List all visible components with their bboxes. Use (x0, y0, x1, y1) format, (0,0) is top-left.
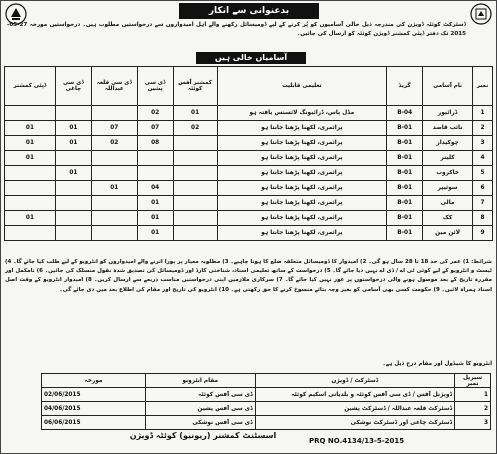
cell-grade: B-04 (387, 106, 423, 121)
cell-dc-total (5, 226, 56, 241)
cell-dc-pishin: 01 (137, 211, 173, 226)
cell-dc-total: 01 (5, 136, 56, 151)
cell-grade: B-01 (387, 151, 423, 166)
schedule-cell-serial: 3 (455, 416, 491, 430)
table-row (5, 196, 493, 211)
table-row (42, 416, 491, 430)
cell-serial: 7 (473, 196, 493, 211)
cell-dc-total: 01 (5, 121, 56, 136)
cell-qualification: پرائمری، لکھنا پڑھنا جانتا ہو (217, 121, 387, 136)
cell-qualification: پرائمری، لکھنا پڑھنا جانتا ہو (217, 211, 387, 226)
interview-schedule-table (41, 373, 491, 430)
table-row (5, 121, 493, 136)
cell-dc-pishin: 02 (137, 106, 173, 121)
vacancies-heading: آسامیاں خالی ہیں (196, 52, 306, 64)
cell-dc-chagai (55, 106, 91, 121)
cell-dc-qila-abdullah (91, 211, 137, 226)
cell-dc-chagai: 01 (55, 136, 91, 151)
cell-dc-pishin: 01 (137, 226, 173, 241)
cell-dc-chagai (55, 211, 91, 226)
cell-grade: B-01 (387, 226, 423, 241)
table-row (5, 211, 493, 226)
schedule-cell-venue: ڈی سی آفس کوئٹہ (145, 388, 255, 402)
cell-dc-total (5, 181, 56, 196)
table-row (42, 388, 491, 402)
cell-dc-total: 01 (5, 151, 56, 166)
table-row (5, 136, 493, 151)
government-emblem-right (470, 3, 492, 25)
vacancies-header-row (5, 67, 493, 106)
cell-post: نائب قاصد (423, 121, 473, 136)
cell-post: کلینر (423, 151, 473, 166)
cell-dc-pishin: 07 (137, 121, 173, 136)
schedule-header-row (42, 374, 491, 388)
cell-serial: 2 (473, 121, 493, 136)
cell-commissioner-quetta (173, 211, 217, 226)
col-serial: نمبر (473, 67, 493, 106)
schedule-cell-district: ڈویژنل آفس / ڈی سی آفس کوئٹہ و بلدیاتی اسکیم کوئٹہ (255, 388, 454, 402)
schedule-cell-date: 04/06/2015 (42, 402, 146, 416)
vacancies-table (4, 66, 493, 241)
cell-dc-qila-abdullah: 07 (91, 121, 137, 136)
col-sched-venue: مقام انٹرویو (145, 374, 255, 388)
schedule-cell-venue: ڈی سی آفس پشین (145, 402, 255, 416)
cell-dc-chagai: 01 (55, 121, 91, 136)
cell-serial: 1 (473, 106, 493, 121)
col-dc-qila-abdullah: ڈی سی قلعہ عبداللہ (91, 67, 137, 106)
col-grade: گریڈ (387, 67, 423, 106)
cell-post: خاکروب (423, 166, 473, 181)
cell-serial: 6 (473, 181, 493, 196)
cell-post: سوئیپر (423, 181, 473, 196)
cell-dc-qila-abdullah (91, 226, 137, 241)
cell-serial: 8 (473, 211, 493, 226)
cell-commissioner-quetta (173, 181, 217, 196)
table-row (5, 106, 493, 121)
cell-dc-qila-abdullah (91, 151, 137, 166)
col-sched-district: ڈسٹرکٹ / ڈویژن (255, 374, 454, 388)
cell-dc-total: 01 (5, 211, 56, 226)
cell-commissioner-quetta (173, 166, 217, 181)
cell-post: لائن مین (423, 226, 473, 241)
cell-commissioner-quetta (173, 196, 217, 211)
col-sched-serial: سیریل نمبر (455, 374, 491, 388)
intro-paragraph: ڈسٹرکٹ کوئٹہ ڈویژن کی مندرجہ ذیل خالی آسامیوں کو پُر کرنے کے لیے ڈومیسائل رکھنے والے اہل امیدواروں سے درخواستیں مطلوب ہیں۔ درخواستیں مورخہ 27-05-2015 تک دفتر ڈپٹی کمشنر ڈویژن کوئٹہ کو ارسال کی جائیں۔ (7, 22, 466, 37)
schedule-notice: انٹرویو کا شیڈول اور مقام درج ذیل ہے۔ (382, 361, 492, 367)
signature-block: اسسٹنٹ کمشنر (ریونیو) کوئٹہ ڈویژن (129, 431, 277, 440)
col-dc-chagai: ڈی سی چاغی (55, 67, 91, 106)
cell-grade: B-01 (387, 196, 423, 211)
cell-post: ڈرائیور (423, 106, 473, 121)
cell-grade: B-01 (387, 121, 423, 136)
cell-post: چوکیدار (423, 136, 473, 151)
schedule-cell-district: ڈسٹرکٹ چاغی اور ڈسٹرکٹ نوشکی (255, 416, 454, 430)
cell-dc-chagai (55, 151, 91, 166)
col-qualification: تعلیمی قابلیت (217, 67, 387, 106)
cell-qualification: پرائمری، لکھنا پڑھنا جانتا ہو (217, 181, 387, 196)
cell-grade: B-01 (387, 181, 423, 196)
col-commissioner-quetta: کمشنر آفس کوئٹہ (173, 67, 217, 106)
anti-corruption-banner: بدعنوانی سے انکار (179, 3, 319, 19)
cell-grade: B-01 (387, 136, 423, 151)
cell-dc-total (5, 166, 56, 181)
cell-grade: B-01 (387, 166, 423, 181)
cell-dc-total (5, 196, 56, 211)
cell-post: مالی (423, 196, 473, 211)
cell-dc-qila-abdullah: 01 (91, 181, 137, 196)
cell-qualification: پرائمری، لکھنا پڑھنا جانتا ہو (217, 196, 387, 211)
cell-dc-qila-abdullah (91, 196, 137, 211)
table-row (5, 181, 493, 196)
schedule-cell-serial: 1 (455, 388, 491, 402)
cell-commissioner-quetta: 01 (173, 106, 217, 121)
table-row (5, 166, 493, 181)
cell-commissioner-quetta (173, 136, 217, 151)
schedule-cell-district: ڈسٹرکٹ قلعہ عبداللہ / ڈسٹرکٹ پشین (255, 402, 454, 416)
cell-commissioner-quetta (173, 226, 217, 241)
cell-dc-qila-abdullah (91, 166, 137, 181)
cell-serial: 4 (473, 151, 493, 166)
schedule-cell-serial: 2 (455, 402, 491, 416)
cell-post: کک (423, 211, 473, 226)
cell-dc-pishin: 08 (137, 136, 173, 151)
cell-qualification: پرائمری، لکھنا پڑھنا جانتا ہو (217, 226, 387, 241)
cell-dc-chagai (55, 196, 91, 211)
cell-dc-pishin (137, 151, 173, 166)
table-row (5, 226, 493, 241)
cell-dc-pishin: 04 (137, 181, 173, 196)
table-row (5, 151, 493, 166)
cell-dc-qila-abdullah (91, 106, 137, 121)
cell-dc-qila-abdullah: 02 (91, 136, 137, 151)
cell-commissioner-quetta (173, 151, 217, 166)
col-dc-total: ڈپٹی کمشنر (5, 67, 56, 106)
cell-dc-pishin (137, 166, 173, 181)
col-post: نام آسامی (423, 67, 473, 106)
cell-serial: 3 (473, 136, 493, 151)
schedule-cell-date: 06/06/2015 (42, 416, 146, 430)
cell-dc-total (5, 106, 56, 121)
table-row (42, 402, 491, 416)
cell-dc-chagai: 01 (55, 166, 91, 181)
prq-number: PRQ NO.4134/13-5-2015 (309, 437, 405, 445)
schedule-cell-venue: ڈی سی آفس نوشکی (145, 416, 255, 430)
cell-grade: B-01 (387, 211, 423, 226)
cell-dc-chagai (55, 226, 91, 241)
cell-serial: 5 (473, 166, 493, 181)
cell-qualification: مڈل پاس، ڈرائیونگ لائسنس یافتہ ہو (217, 106, 387, 121)
cell-dc-chagai (55, 181, 91, 196)
schedule-cell-date: 02/06/2015 (42, 388, 146, 402)
cell-dc-pishin: 01 (137, 196, 173, 211)
conditions-text: شرائط: 1) عمر کی حد 18 تا 28 سال ہو گی۔ 2) امیدوار کا ڈومیسائل متعلقہ ضلع کا ہونا چاہیے۔ 3) مطلوبہ معیار پر پورا اترنے والے امیدواروں کو انٹرویو کے لیے طلب کیا جائے گا۔ 4) ٹیسٹ و انٹرویو کے لیے کوئی ٹی اے / ڈی اے نہیں دیا جائے گا۔ 5) درخواست کے ساتھ تعلیمی اسناد، شناختی کارڈ اور ڈومیسائل کی تصدیق شدہ نقول منسلک کی جائیں۔ 6) نامکمل اور مقررہ تاریخ کے بعد موصول ہونے والی درخواستوں پر غور نہیں کیا جائے گا۔ 7) سرکاری ملازمین اپنی درخواستیں مناسب ذریعے سے ارسال کریں۔ 8) امیدوار انٹرویو کے وقت اصل اسناد ہمراہ لائیں۔ 9) حکومت کسی بھی آسامی کو بغیر وجہ بتائے منسوخ کرنے کا حق رکھتی ہے۔ 10) انٹرویو کی تاریخ اور مقام کی اطلاع بعد میں دی جائے گی۔ (5, 259, 492, 293)
col-sched-date: مورخہ (42, 374, 146, 388)
cell-qualification: پرائمری، لکھنا پڑھنا جانتا ہو (217, 136, 387, 151)
col-dc-pishin: ڈی سی پشین (137, 67, 173, 106)
cell-qualification: پرائمری، لکھنا پڑھنا جانتا ہو (217, 151, 387, 166)
cell-qualification: پرائمری، لکھنا پڑھنا جانتا ہو (217, 166, 387, 181)
cell-commissioner-quetta: 02 (173, 121, 217, 136)
cell-serial: 9 (473, 226, 493, 241)
